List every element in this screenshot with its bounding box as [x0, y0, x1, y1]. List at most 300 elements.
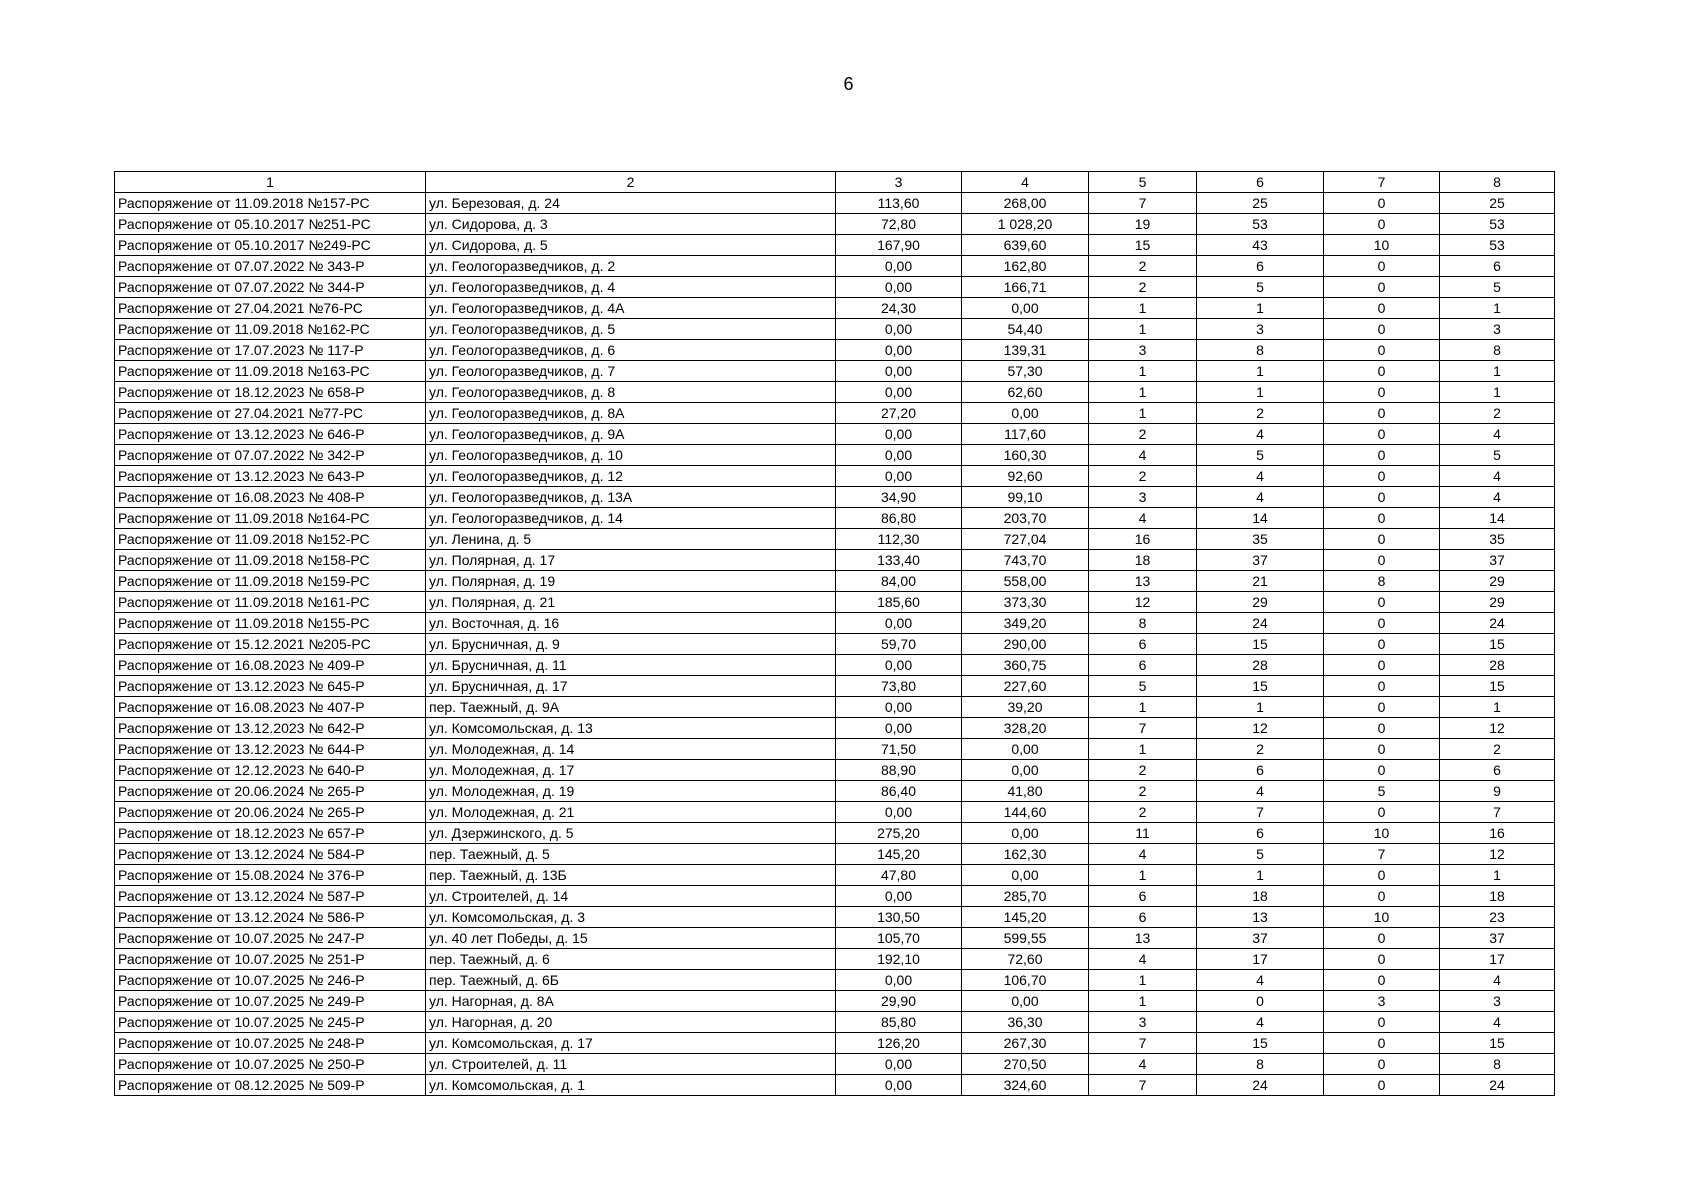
- col4-cell: 349,20: [962, 613, 1089, 634]
- col7-cell: 0: [1324, 277, 1440, 298]
- table-row: [115, 655, 1555, 676]
- col7-cell: 0: [1324, 1033, 1440, 1054]
- col8-cell: 4: [1440, 1012, 1555, 1033]
- col7-cell: 5: [1324, 781, 1440, 802]
- col7-cell: 0: [1324, 193, 1440, 214]
- col4-cell: 227,60: [962, 676, 1089, 697]
- col3-cell: 0,00: [836, 886, 962, 907]
- col8-cell: 15: [1440, 676, 1555, 697]
- col7-cell: 0: [1324, 361, 1440, 382]
- table-row: [115, 634, 1555, 655]
- table-header-row: [115, 172, 1555, 193]
- col6-cell: 2: [1197, 739, 1324, 760]
- col5-cell: 2: [1089, 466, 1197, 487]
- col8-cell: 9: [1440, 781, 1555, 802]
- col4-cell: 268,00: [962, 193, 1089, 214]
- col4-cell: 54,40: [962, 319, 1089, 340]
- order-cell: Распоряжение от 10.07.2025 № 251-Р: [115, 949, 426, 970]
- col7-cell: 0: [1324, 970, 1440, 991]
- order-cell: Распоряжение от 12.12.2023 № 640-Р: [115, 760, 426, 781]
- table-row: [115, 823, 1555, 844]
- address-cell: ул. Геологоразведчиков, д. 5: [426, 319, 836, 340]
- order-cell: Распоряжение от 18.12.2023 № 658-Р: [115, 382, 426, 403]
- order-cell: Распоряжение от 10.07.2025 № 245-Р: [115, 1012, 426, 1033]
- col7-cell: 0: [1324, 739, 1440, 760]
- address-cell: ул. Брусничная, д. 11: [426, 655, 836, 676]
- col6-cell: 15: [1197, 676, 1324, 697]
- col5-cell: 6: [1089, 907, 1197, 928]
- col5-cell: 2: [1089, 277, 1197, 298]
- col5-cell: 1: [1089, 697, 1197, 718]
- col5-cell: 13: [1089, 928, 1197, 949]
- col7-cell: 8: [1324, 571, 1440, 592]
- order-cell: Распоряжение от 05.10.2017 №249-РС: [115, 235, 426, 256]
- table-row: [115, 256, 1555, 277]
- col4-cell: 162,30: [962, 844, 1089, 865]
- col7-cell: 0: [1324, 718, 1440, 739]
- col7-cell: 0: [1324, 592, 1440, 613]
- col3-cell: 86,80: [836, 508, 962, 529]
- order-cell: Распоряжение от 13.12.2023 № 645-Р: [115, 676, 426, 697]
- order-cell: Распоряжение от 20.06.2024 № 265-Р: [115, 802, 426, 823]
- column-header: 6: [1197, 172, 1324, 193]
- col3-cell: 85,80: [836, 1012, 962, 1033]
- col8-cell: 37: [1440, 928, 1555, 949]
- col3-cell: 29,90: [836, 991, 962, 1012]
- address-cell: ул. Полярная, д. 19: [426, 571, 836, 592]
- col5-cell: 1: [1089, 361, 1197, 382]
- col5-cell: 6: [1089, 655, 1197, 676]
- table-row: [115, 298, 1555, 319]
- col8-cell: 24: [1440, 1075, 1555, 1096]
- col6-cell: 24: [1197, 613, 1324, 634]
- order-cell: Распоряжение от 10.07.2025 № 247-Р: [115, 928, 426, 949]
- order-cell: Распоряжение от 13.12.2023 № 644-Р: [115, 739, 426, 760]
- col7-cell: 0: [1324, 634, 1440, 655]
- col3-cell: 0,00: [836, 361, 962, 382]
- col7-cell: 0: [1324, 1075, 1440, 1096]
- table-row: [115, 949, 1555, 970]
- table-row: [115, 1033, 1555, 1054]
- col3-cell: 88,90: [836, 760, 962, 781]
- order-cell: Распоряжение от 07.07.2022 № 343-Р: [115, 256, 426, 277]
- col3-cell: 126,20: [836, 1033, 962, 1054]
- col4-cell: 139,31: [962, 340, 1089, 361]
- col6-cell: 18: [1197, 886, 1324, 907]
- col7-cell: 0: [1324, 760, 1440, 781]
- col7-cell: 0: [1324, 676, 1440, 697]
- table-row: [115, 928, 1555, 949]
- col3-cell: 0,00: [836, 970, 962, 991]
- column-header: 5: [1089, 172, 1197, 193]
- order-cell: Распоряжение от 27.04.2021 №76-РС: [115, 298, 426, 319]
- col4-cell: 328,20: [962, 718, 1089, 739]
- order-cell: Распоряжение от 07.07.2022 № 342-Р: [115, 445, 426, 466]
- address-cell: ул. Геологоразведчиков, д. 6: [426, 340, 836, 361]
- col5-cell: 13: [1089, 571, 1197, 592]
- col8-cell: 25: [1440, 193, 1555, 214]
- table-row: [115, 340, 1555, 361]
- col3-cell: 0,00: [836, 277, 962, 298]
- col5-cell: 1: [1089, 865, 1197, 886]
- col6-cell: 35: [1197, 529, 1324, 550]
- col8-cell: 5: [1440, 277, 1555, 298]
- col3-cell: 34,90: [836, 487, 962, 508]
- table-row: [115, 613, 1555, 634]
- col8-cell: 29: [1440, 571, 1555, 592]
- col6-cell: 29: [1197, 592, 1324, 613]
- col7-cell: 0: [1324, 655, 1440, 676]
- order-cell: Распоряжение от 05.10.2017 №251-РС: [115, 214, 426, 235]
- col8-cell: 1: [1440, 361, 1555, 382]
- col5-cell: 7: [1089, 193, 1197, 214]
- address-cell: ул. Молодежная, д. 17: [426, 760, 836, 781]
- col6-cell: 1: [1197, 865, 1324, 886]
- col4-cell: 0,00: [962, 823, 1089, 844]
- address-cell: ул. Геологоразведчиков, д. 12: [426, 466, 836, 487]
- address-cell: ул. Геологоразведчиков, д. 9А: [426, 424, 836, 445]
- col3-cell: 113,60: [836, 193, 962, 214]
- address-cell: пер. Таежный, д. 6: [426, 949, 836, 970]
- col4-cell: 144,60: [962, 802, 1089, 823]
- col5-cell: 12: [1089, 592, 1197, 613]
- address-cell: ул. Сидорова, д. 3: [426, 214, 836, 235]
- col6-cell: 53: [1197, 214, 1324, 235]
- col6-cell: 4: [1197, 781, 1324, 802]
- col4-cell: 117,60: [962, 424, 1089, 445]
- col4-cell: 145,20: [962, 907, 1089, 928]
- order-cell: Распоряжение от 15.12.2021 №205-РС: [115, 634, 426, 655]
- col6-cell: 43: [1197, 235, 1324, 256]
- col8-cell: 14: [1440, 508, 1555, 529]
- address-cell: пер. Таежный, д. 9А: [426, 697, 836, 718]
- col8-cell: 5: [1440, 445, 1555, 466]
- col5-cell: 16: [1089, 529, 1197, 550]
- table-row: [115, 718, 1555, 739]
- address-cell: ул. Дзержинского, д. 5: [426, 823, 836, 844]
- data-table: [114, 171, 1555, 1096]
- col3-cell: 0,00: [836, 424, 962, 445]
- table-row: [115, 529, 1555, 550]
- order-cell: Распоряжение от 11.09.2018 №157-РС: [115, 193, 426, 214]
- col3-cell: 27,20: [836, 403, 962, 424]
- col8-cell: 2: [1440, 739, 1555, 760]
- address-cell: ул. Геологоразведчиков, д. 8: [426, 382, 836, 403]
- table-row: [115, 970, 1555, 991]
- table-row: [115, 1012, 1555, 1033]
- col7-cell: 0: [1324, 529, 1440, 550]
- col8-cell: 4: [1440, 970, 1555, 991]
- col7-cell: 0: [1324, 1054, 1440, 1075]
- col6-cell: 28: [1197, 655, 1324, 676]
- col7-cell: 0: [1324, 214, 1440, 235]
- address-cell: ул. Комсомольская, д. 3: [426, 907, 836, 928]
- col4-cell: 57,30: [962, 361, 1089, 382]
- col3-cell: 167,90: [836, 235, 962, 256]
- order-cell: Распоряжение от 13.12.2024 № 587-Р: [115, 886, 426, 907]
- col3-cell: 84,00: [836, 571, 962, 592]
- col5-cell: 1: [1089, 403, 1197, 424]
- table-row: [115, 214, 1555, 235]
- col3-cell: 145,20: [836, 844, 962, 865]
- order-cell: Распоряжение от 11.09.2018 №162-РС: [115, 319, 426, 340]
- col5-cell: 1: [1089, 319, 1197, 340]
- address-cell: ул. Геологоразведчиков, д. 14: [426, 508, 836, 529]
- col4-cell: 0,00: [962, 865, 1089, 886]
- address-cell: ул. Молодежная, д. 14: [426, 739, 836, 760]
- order-cell: Распоряжение от 11.09.2018 №164-РС: [115, 508, 426, 529]
- col6-cell: 3: [1197, 319, 1324, 340]
- col6-cell: 15: [1197, 634, 1324, 655]
- column-header: 3: [836, 172, 962, 193]
- col4-cell: 39,20: [962, 697, 1089, 718]
- col4-cell: 62,60: [962, 382, 1089, 403]
- col5-cell: 1: [1089, 739, 1197, 760]
- col3-cell: 0,00: [836, 319, 962, 340]
- col3-cell: 105,70: [836, 928, 962, 949]
- col3-cell: 0,00: [836, 445, 962, 466]
- table-row: [115, 907, 1555, 928]
- col4-cell: 160,30: [962, 445, 1089, 466]
- address-cell: ул. Геологоразведчиков, д. 13А: [426, 487, 836, 508]
- col7-cell: 10: [1324, 823, 1440, 844]
- col8-cell: 16: [1440, 823, 1555, 844]
- address-cell: ул. Комсомольская, д. 1: [426, 1075, 836, 1096]
- order-cell: Распоряжение от 13.12.2023 № 642-Р: [115, 718, 426, 739]
- col6-cell: 25: [1197, 193, 1324, 214]
- col3-cell: 47,80: [836, 865, 962, 886]
- table-row: [115, 403, 1555, 424]
- col8-cell: 35: [1440, 529, 1555, 550]
- order-cell: Распоряжение от 11.09.2018 №163-РС: [115, 361, 426, 382]
- col4-cell: 599,55: [962, 928, 1089, 949]
- col4-cell: 0,00: [962, 403, 1089, 424]
- address-cell: ул. Строителей, д. 14: [426, 886, 836, 907]
- col4-cell: 41,80: [962, 781, 1089, 802]
- col5-cell: 18: [1089, 550, 1197, 571]
- col4-cell: 72,60: [962, 949, 1089, 970]
- col4-cell: 285,70: [962, 886, 1089, 907]
- table-row: [115, 235, 1555, 256]
- col8-cell: 3: [1440, 319, 1555, 340]
- col5-cell: 2: [1089, 256, 1197, 277]
- col7-cell: 10: [1324, 907, 1440, 928]
- col8-cell: 6: [1440, 256, 1555, 277]
- col8-cell: 12: [1440, 718, 1555, 739]
- order-cell: Распоряжение от 10.07.2025 № 246-Р: [115, 970, 426, 991]
- address-cell: ул. Геологоразведчиков, д. 2: [426, 256, 836, 277]
- address-cell: ул. Молодежная, д. 21: [426, 802, 836, 823]
- table-row: [115, 676, 1555, 697]
- col6-cell: 5: [1197, 445, 1324, 466]
- col6-cell: 0: [1197, 991, 1324, 1012]
- col7-cell: 0: [1324, 886, 1440, 907]
- address-cell: пер. Таежный, д. 6Б: [426, 970, 836, 991]
- table-row: [115, 1054, 1555, 1075]
- col8-cell: 4: [1440, 487, 1555, 508]
- col6-cell: 5: [1197, 844, 1324, 865]
- col8-cell: 2: [1440, 403, 1555, 424]
- address-cell: ул. Геологоразведчиков, д. 4: [426, 277, 836, 298]
- table-row: [115, 592, 1555, 613]
- column-header: 7: [1324, 172, 1440, 193]
- col7-cell: 7: [1324, 844, 1440, 865]
- col8-cell: 1: [1440, 697, 1555, 718]
- col4-cell: 270,50: [962, 1054, 1089, 1075]
- col7-cell: 0: [1324, 298, 1440, 319]
- order-cell: Распоряжение от 10.07.2025 № 250-Р: [115, 1054, 426, 1075]
- address-cell: ул. Комсомольская, д. 13: [426, 718, 836, 739]
- column-header: 1: [115, 172, 426, 193]
- table-row: [115, 760, 1555, 781]
- col6-cell: 1: [1197, 298, 1324, 319]
- col4-cell: 290,00: [962, 634, 1089, 655]
- col8-cell: 24: [1440, 613, 1555, 634]
- col7-cell: 0: [1324, 382, 1440, 403]
- col5-cell: 1: [1089, 382, 1197, 403]
- col3-cell: 0,00: [836, 718, 962, 739]
- address-cell: ул. Геологоразведчиков, д. 8А: [426, 403, 836, 424]
- col5-cell: 7: [1089, 1075, 1197, 1096]
- col4-cell: 324,60: [962, 1075, 1089, 1096]
- col5-cell: 4: [1089, 949, 1197, 970]
- col4-cell: 360,75: [962, 655, 1089, 676]
- col6-cell: 2: [1197, 403, 1324, 424]
- col3-cell: 59,70: [836, 634, 962, 655]
- col5-cell: 4: [1089, 844, 1197, 865]
- address-cell: ул. Сидорова, д. 5: [426, 235, 836, 256]
- col6-cell: 8: [1197, 340, 1324, 361]
- col3-cell: 0,00: [836, 613, 962, 634]
- col8-cell: 6: [1440, 760, 1555, 781]
- col8-cell: 15: [1440, 1033, 1555, 1054]
- address-cell: ул. Брусничная, д. 17: [426, 676, 836, 697]
- col7-cell: 0: [1324, 802, 1440, 823]
- col7-cell: 0: [1324, 403, 1440, 424]
- col6-cell: 1: [1197, 697, 1324, 718]
- col6-cell: 4: [1197, 1012, 1324, 1033]
- col5-cell: 1: [1089, 970, 1197, 991]
- col6-cell: 37: [1197, 928, 1324, 949]
- table-row: [115, 865, 1555, 886]
- order-cell: Распоряжение от 11.09.2018 №159-РС: [115, 571, 426, 592]
- col6-cell: 14: [1197, 508, 1324, 529]
- col6-cell: 15: [1197, 1033, 1324, 1054]
- col7-cell: 3: [1324, 991, 1440, 1012]
- col6-cell: 4: [1197, 970, 1324, 991]
- order-cell: Распоряжение от 27.04.2021 №77-РС: [115, 403, 426, 424]
- col3-cell: 275,20: [836, 823, 962, 844]
- order-cell: Распоряжение от 15.08.2024 № 376-Р: [115, 865, 426, 886]
- col7-cell: 0: [1324, 949, 1440, 970]
- col3-cell: 133,40: [836, 550, 962, 571]
- table-row: [115, 277, 1555, 298]
- col6-cell: 4: [1197, 487, 1324, 508]
- col5-cell: 2: [1089, 424, 1197, 445]
- address-cell: ул. Восточная, д. 16: [426, 613, 836, 634]
- col8-cell: 4: [1440, 466, 1555, 487]
- col7-cell: 0: [1324, 508, 1440, 529]
- col6-cell: 5: [1197, 277, 1324, 298]
- col3-cell: 192,10: [836, 949, 962, 970]
- col5-cell: 7: [1089, 718, 1197, 739]
- order-cell: Распоряжение от 16.08.2023 № 409-Р: [115, 655, 426, 676]
- col5-cell: 8: [1089, 613, 1197, 634]
- address-cell: ул. Полярная, д. 17: [426, 550, 836, 571]
- col5-cell: 3: [1089, 340, 1197, 361]
- col5-cell: 11: [1089, 823, 1197, 844]
- col4-cell: 267,30: [962, 1033, 1089, 1054]
- order-cell: Распоряжение от 13.12.2023 № 643-Р: [115, 466, 426, 487]
- table-row: [115, 508, 1555, 529]
- col4-cell: 162,80: [962, 256, 1089, 277]
- table-row: [115, 382, 1555, 403]
- col7-cell: 0: [1324, 487, 1440, 508]
- table-row: [115, 571, 1555, 592]
- col7-cell: 10: [1324, 235, 1440, 256]
- order-cell: Распоряжение от 16.08.2023 № 407-Р: [115, 697, 426, 718]
- col4-cell: 92,60: [962, 466, 1089, 487]
- table-body: [115, 193, 1555, 1096]
- col3-cell: 0,00: [836, 802, 962, 823]
- col7-cell: 0: [1324, 613, 1440, 634]
- address-cell: ул. Березовая, д. 24: [426, 193, 836, 214]
- col4-cell: 558,00: [962, 571, 1089, 592]
- col4-cell: 36,30: [962, 1012, 1089, 1033]
- col8-cell: 17: [1440, 949, 1555, 970]
- order-cell: Распоряжение от 10.07.2025 № 249-Р: [115, 991, 426, 1012]
- col8-cell: 3: [1440, 991, 1555, 1012]
- col3-cell: 130,50: [836, 907, 962, 928]
- col5-cell: 4: [1089, 508, 1197, 529]
- col6-cell: 8: [1197, 1054, 1324, 1075]
- col4-cell: 0,00: [962, 991, 1089, 1012]
- col3-cell: 73,80: [836, 676, 962, 697]
- address-cell: ул. Геологоразведчиков, д. 10: [426, 445, 836, 466]
- col5-cell: 1: [1089, 991, 1197, 1012]
- col4-cell: 0,00: [962, 739, 1089, 760]
- address-cell: ул. Брусничная, д. 9: [426, 634, 836, 655]
- table-row: [115, 802, 1555, 823]
- page-number: 6: [843, 74, 854, 94]
- col8-cell: 23: [1440, 907, 1555, 928]
- col6-cell: 24: [1197, 1075, 1324, 1096]
- order-cell: Распоряжение от 10.07.2025 № 248-Р: [115, 1033, 426, 1054]
- column-header: 2: [426, 172, 836, 193]
- col3-cell: 0,00: [836, 1054, 962, 1075]
- col6-cell: 6: [1197, 823, 1324, 844]
- col5-cell: 15: [1089, 235, 1197, 256]
- address-cell: ул. Геологоразведчиков, д. 4А: [426, 298, 836, 319]
- col5-cell: 4: [1089, 1054, 1197, 1075]
- col8-cell: 28: [1440, 655, 1555, 676]
- address-cell: ул. Нагорная, д. 8А: [426, 991, 836, 1012]
- col6-cell: 17: [1197, 949, 1324, 970]
- col7-cell: 0: [1324, 550, 1440, 571]
- col3-cell: 112,30: [836, 529, 962, 550]
- col8-cell: 53: [1440, 214, 1555, 235]
- col6-cell: 7: [1197, 802, 1324, 823]
- col4-cell: 0,00: [962, 298, 1089, 319]
- table-row: [115, 991, 1555, 1012]
- table-row: [115, 781, 1555, 802]
- col7-cell: 0: [1324, 1012, 1440, 1033]
- col6-cell: 4: [1197, 424, 1324, 445]
- order-cell: Распоряжение от 13.12.2024 № 586-Р: [115, 907, 426, 928]
- order-cell: Распоряжение от 17.07.2023 № 117-Р: [115, 340, 426, 361]
- col5-cell: 2: [1089, 760, 1197, 781]
- col6-cell: 37: [1197, 550, 1324, 571]
